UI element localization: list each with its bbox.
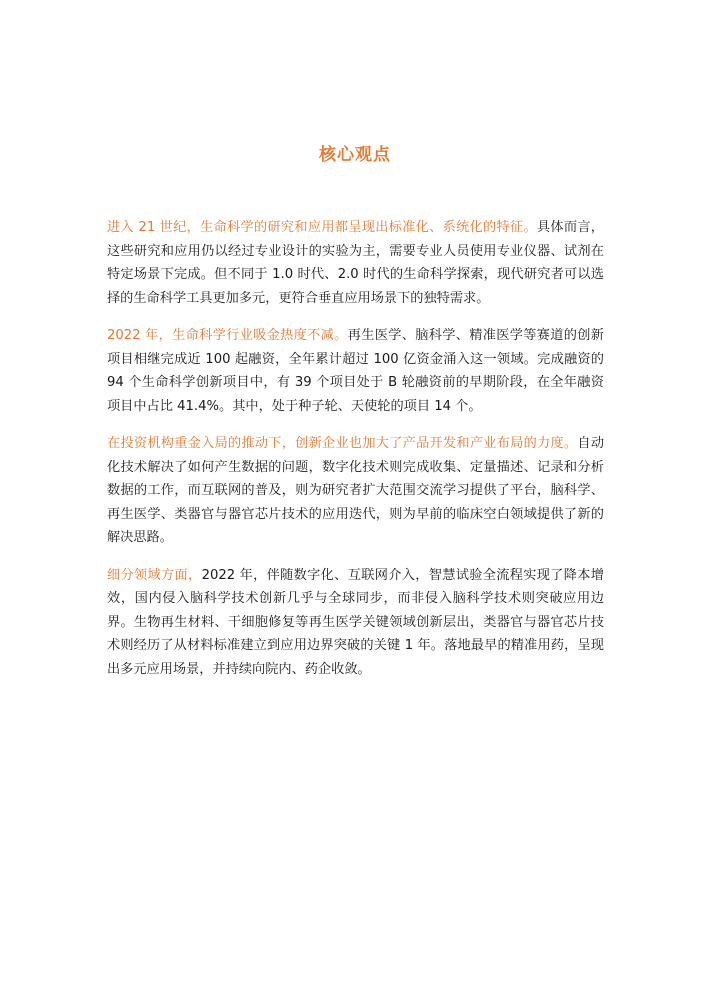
page-title: 核心观点 xyxy=(319,145,391,165)
document-body xyxy=(107,216,604,695)
paragraph-text: 具体而言，这些研究和应用仍以经过专业设计的实验为主，需要专业人员使用专业仪器、试剂在特定场景下完成。但不同于 1.0 时代、2.0 时代的生命科学探索，现代研究者可以选择的生命科学工具更加多元，更符合垂直应用场景下的独特需求。 xyxy=(107,220,604,306)
paragraph-text: 自动化技术解决了如何产生数据的问题，数字化技术则完成收集、定量描述、记录和分析数据的工作，而互联网的普及，则为研究者扩大范围交流学习提供了平台，脑科学、再生医学、类器官与器官芯片技术的应用迭代，则为早前的临床空白领域提供了新的解决思路。 xyxy=(107,436,605,545)
paragraph-highlight: 细分领域方面， xyxy=(107,567,202,583)
paragraph-1 xyxy=(107,216,604,310)
paragraph-text: 再生医学、脑科学、精准医学等赛道的创新项目相继完成近 100 起融资，全年累计超过 100 亿资金涌入这一领域。完成融资的 94 个生命科学创新项目中，有 39 个项目处于 B 轮融资前的早期阶段，在全年融资项目中占比 41.4%。其中，处于种子轮、天使轮的项目 14 个。 xyxy=(107,328,604,414)
paragraph-highlight: 在投资机构重金入局的推动下，创新企业也加大了产品开发和产业布局的力度。 xyxy=(107,436,578,451)
paragraph-text: 2022 年，伴随数字化、互联网介入，智慧试验全流程实现了降本增效，国内侵入脑科学技术创新几乎与全球同步，而非侵入脑科学技术则突破应用边界。生物再生材料、干细胞修复等再生医学关键领域创新层出，类器官与器官芯片技术则经历了从材料标准建立到应用边界突破的关键 1 年。落地最早的精准用药，呈现出多元应用场景，并持续向院内、药企收敛。 xyxy=(107,567,604,677)
paragraph-highlight: 进入 21 世纪，生命科学的研究和应用都呈现出标准化、系统化的特征。 xyxy=(107,220,537,235)
paragraph-2 xyxy=(107,324,604,418)
paragraph-highlight: 2022 年，生命科学行业吸金热度不减。 xyxy=(107,328,348,343)
paragraph-4 xyxy=(107,564,604,682)
paragraph-3 xyxy=(107,432,604,550)
